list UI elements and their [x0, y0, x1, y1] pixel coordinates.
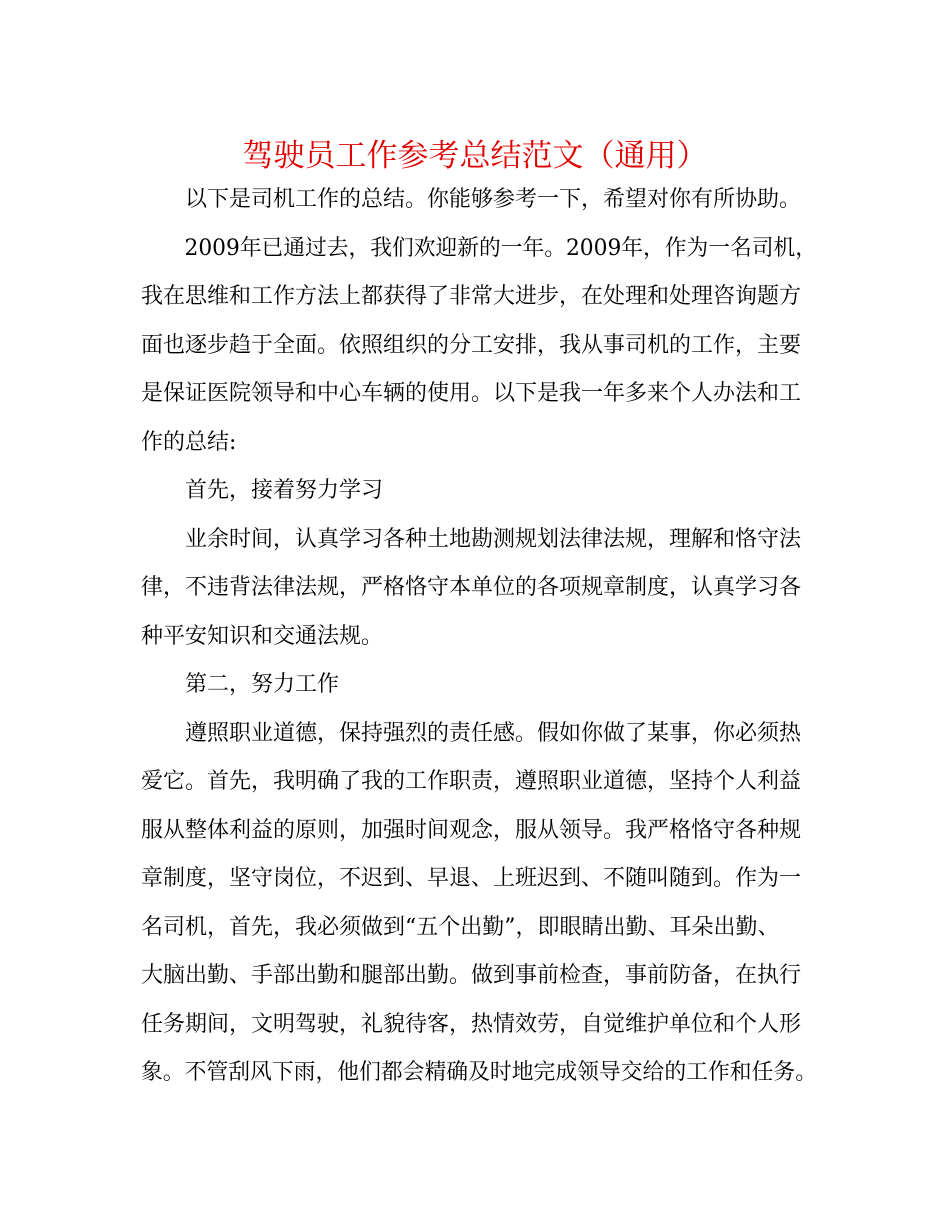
text-line: 象。不管刮风下雨，他们都会精确及时地完成领导交给的工作和任务。 — [141, 1060, 818, 1085]
text-line: 以下是司机工作的总结。你能够参考一下，希望对你有所协助。 — [185, 187, 802, 212]
text-line: 2009年已通过去，我们欢迎新的一年。2009年，作为一名司机， — [184, 235, 817, 261]
text-line: 业余时间，认真学习各种土地勘测规划法律法规，理解和恪守法 — [185, 526, 802, 552]
text-line: 种平安知识和交通法规。 — [141, 623, 384, 649]
text-line: 首先，接着努力学习 — [185, 478, 384, 503]
text-line: 遵照职业道德，保持强烈的责任感。假如你做了某事，你必须热 — [185, 720, 802, 746]
document-title: 驾驶员工作参考总结范文（通用） — [242, 138, 708, 174]
text-line: 任务期间，文明驾驶，礼貌待客，热情效劳，自觉维护单位和个人形 — [141, 1011, 802, 1037]
text-line: 爱它。首先，我明确了我的工作职责，遵照职业道德，坚持个人利益 — [141, 769, 802, 794]
text-line: 大脑出勤、手部出勤和腿部出勤。做到事前检查，事前防备，在执行 — [141, 963, 802, 988]
text-line: 服从整体利益的原则，加强时间观念，服从领导。我严格恪守各种规 — [141, 817, 802, 843]
text-line: 作的总结: — [141, 429, 237, 455]
text-line: 律，不违背法律法规，严格恪守本单位的各项规章制度，认真学习各 — [141, 575, 802, 600]
text-line: 面也逐步趋于全面。依照组织的分工安排，我从事司机的工作，主要 — [141, 332, 802, 358]
text-line: 章制度，坚守岗位，不迟到、早退、上班迟到、不随叫随到。作为一 — [141, 866, 802, 891]
text-line: 名司机，首先，我必须做到“五个出勤”，即眼睛出勤、耳朵出勤、 — [141, 914, 780, 940]
text-line: 我在思维和工作方法上都获得了非常大进步，在处理和处理咨询题方 — [141, 284, 802, 309]
text-line: 第二，努力工作 — [185, 672, 340, 697]
text-line: 是保证医院领导和中心车辆的使用。以下是我一年多来个人办法和工 — [141, 381, 802, 406]
